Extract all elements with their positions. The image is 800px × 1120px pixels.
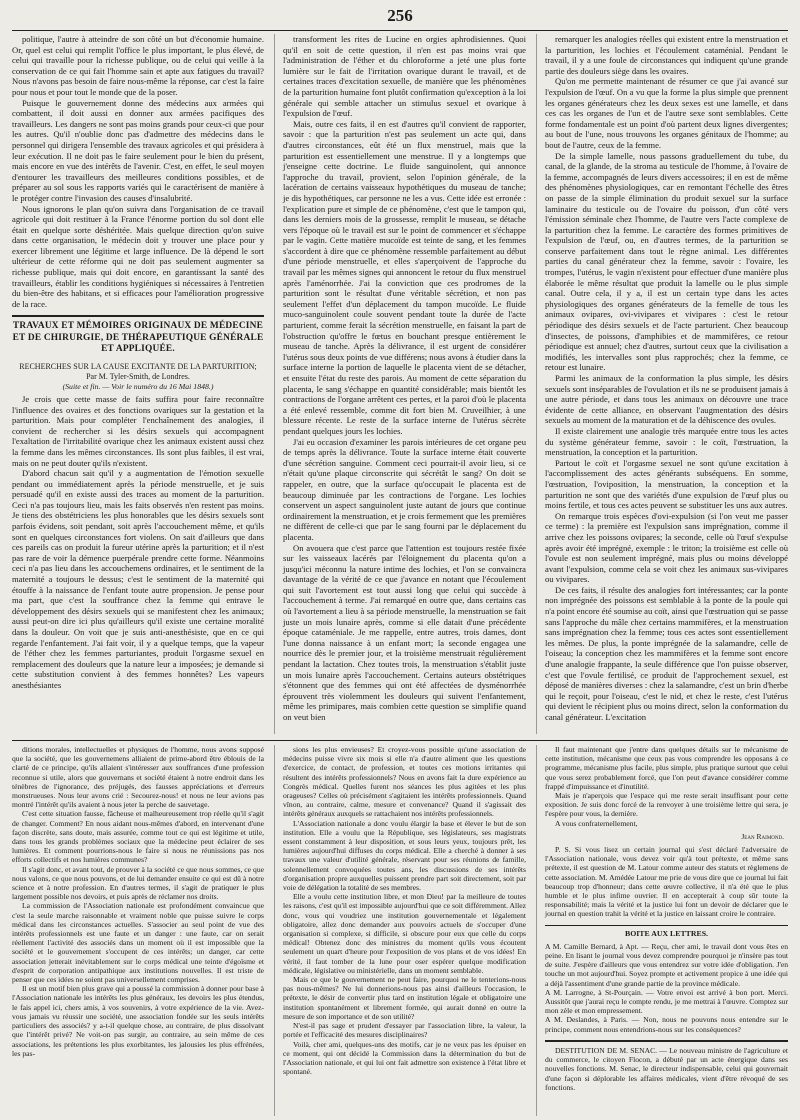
header-rule xyxy=(12,30,788,31)
paragraph: D'abord chacun sait qu'il y a augmentation de l'émotion sexuelle pendant ou immédiatement après la période menstruelle, et je suis persuadé qu'il en existe aussi des traces au moment de la parturition. Ceci n'a pas toujours lieu, mais les faits observés n'en restent pas moins. Je tiens des obstétriciens les plus honorables que les désirs sexuels sont parfois évidens, soit pendant, soit après l'accouchement même, et qu'ils sont en quelques circonstances fort violens. On sait d'ailleurs que dans ces pareils cas on produit la fureur utérine après la parturition; et il n'est pas rare de voir la démence puerpérale prendre cette forme. Néanmoins ceci n'a pas lieu dans les accouchemens ordinaires, et le sentiment de la maternité a toujours le dessus; c'est le sentiment de la maternité qui étouffe à la naissance de l'enfant toute autre propension. Je pense pour ma part, que c'est la souffrance chez la femme qui entrave le développement des désirs sexuels qui se manifestent chez les animaux; aussi peut-on dire ici plus qu'ailleurs qu'il existe une certaine moralité dans la douleur. On voit que je suis anti-anesthésiste, que en ce qui regarde l'enfantement. J'ai fait voir, il y a quelque temps, que la vapeur de l'éther chez les femmes parturiantes, produit l'orgasme sexuel en remplacement des douleurs que la nature leur a imposées; je demande si cette substitution convient à des femmes honnêtes? Les vapeurs anesthésiantes xyxy=(12,468,264,690)
paragraph: La commission de l'Association nationale est profondément convaincue que c'est la seule marche raisonnable et vraiment noble que puisse suivre le corps médical dans les circonstances actuelles. S'associer au seul point de vue des intérêts professionnels est une faute et un danger : une faute, car on serait réellement l'activité des associés dans un moment où il est impossible que la société et le gouvernement s'occupent de ces intérêts; un danger, car cette association jetterait inévitablement sur le corps médical une teinte d'égoïsme et d'esprit de corporation antipathique aux institutions nouvelles. Il est triste de penser que ces idées ne soient pas universellement comprises. xyxy=(12,901,264,985)
upper-section xyxy=(12,34,788,734)
letter-reply: A M. Deslandes, à Paris. — Non, nous ne pouvons nous entendre sur le principe, comment nous entendrions-nous sur les conséquences? xyxy=(545,1015,788,1034)
lower-column-2 xyxy=(274,745,526,1116)
article-title: RECHERCHES SUR LA CAUSE EXCITANTE DE LA PARTURITION; xyxy=(19,361,257,371)
page-number: 256 xyxy=(387,6,413,25)
paragraph: Mais ce que le gouvernement ne peut faire, pourquoi ne le tenterions-nous pas nous-mêmes? Ne lui donnerions-nous pas ainsi d'ailleurs l'occasion, le prétexte, le désir de convertir plus tard en institution légale et obligatoire une institution spontanément et librement formée, qui aurait donné en outre la mesure de son importance et de son utilité? xyxy=(283,975,526,1021)
paragraph: Il faut maintenant que j'entre dans quelques détails sur le mécanisme de cette institution, mécanisme que ceux pas vous comprendre les opposans à ce programme, mécanisme plus facile, plus simple, plus pratique surtout que celui que vous serez probablement forcé, que l'on peut d'avance considérer comme frappé d'impuissance et d'inutilité. xyxy=(545,745,788,791)
paragraph: A vous confraternellement, xyxy=(555,818,638,828)
paragraph: Mais je n'aperçois que l'espace qui me reste serait insuffisant pour cette exposition. Je suis donc forcé de la renvoyer à une troisième lettre qui sera, je l'espère pour vous, la dernière. xyxy=(545,791,788,819)
paragraph: De la simple lamelle, nous passons graduellement du tube, du canal, de la glande, de la stroma au testicule de l'homme, à l'ovaire de la femme, accompagnés de leurs divers accessoires; il en est de même des phénomènes physiologiques, car en remontant l'échelle des êtres on passe de la simple élimination du produit sexuel sur la surface laminaire du testicule ou de l'ovaire du poisson, d'un côté vers l'émission séminale chez l'homme, de l'autre vers l'acte complexe de la parturition chez la femme. Le caractère des formes primitives de l'expulsion de l'œuf, ou, en d'autres termes, de la parturition se conserve parfaitement dans tout le règne animal. Les différentes parties du canal générateur chez la femme, savoir : l'ovaire, les trompes, l'utérus, le vagin n'existent pour effectuer d'une manière plus élaborée le même résultat que produit la lamelle ou le plus simple canal. Outre cela, il y a, il est un certain type dans les actes physiologiques des organes générateurs de la femelle de tous les animaux ovipares, ovi-vivipares et vivipares : c'est le retour périodique des désirs sexuels et de l'acte parturient. Chez beaucoup d'insectes, de poissons, d'amphibies et de mammifères, ce retour périodique est annuel; chez d'autres, surtout ceux que la civilisation a modifiés, les intervalles sont plus rapprochés; chez la femme, ce retour est lunaire. xyxy=(545,150,788,373)
news-notice: DESTITUTION DE M. SENAC. — Le nouveau ministre de l'agriculture et du commerce, le citoyen Flocon, a débuté par un acte énergique dans ses nouvelles fonctions. M. Senac, le directeur indispensable, celui qui gouvernait d'une façon si déplorable les affaires médicales, vient d'être révoqué de ses fonctions. xyxy=(545,1045,788,1092)
lower-section xyxy=(12,740,788,1116)
paragraph: Elle a voulu cette institution libre, et mon Dieu! par la meilleure de toutes les raisons, c'est qu'il est impossible aujourd'hui que ce soit différemment. Allez donc, vous qui voudriez une institution gouvernementale et légalement obligatoire, allez donc demander aux pouvoirs actuels de s'occuper d'une organisation si complexe, si difficile, si obscure pour eux que celle du corps médical! Obtenez donc des ministres du moment qu'ils vous écoutent seulement un quart d'heure pour l'exposition de vos plans et de vos idées! En vérité, il faut tomber de la lune pour oser espérer quelque modification médicale, législative ou ministérielle, dans un moment semblable. xyxy=(283,892,526,975)
lower-column-1 xyxy=(12,745,264,1116)
paragraph: Il est un motif bien plus grave qui a poussé la commission à donner pour base à l'Association nationale les intérêts les plus généraux, les devoirs les plus étendus, le fais appel ici, chers amis, à vos souvenirs, à votre expérience de la vie. Avez-vous jamais vu réussir une société, une association fondée sur les seuls intérêts particuliers des associés? y a-t-il quelque chose, au contraire, de plus dissolvant que l'intérêt privé? Ne voit-on pas surgir, au contraire, au sein même de ces associations, les prétentions les plus exorbitantes, les jalousies les plus effrénées, les pas- xyxy=(12,984,264,1058)
continuation-note: (Suite et fin. — Voir le numéro du 16 Mai 1848.) xyxy=(62,381,214,391)
paragraph: De ces faits, il résulte des analogies fort intéressantes; car la ponte non imprégnée des poissons est semblable à la ponte de la poule qui n'a point encore été soumise au coït, ainsi que l'œstruation qui se passe sans l'approche du mâle chez certains mammifères, et la menstruation sans imprégnation chez la femme; tous ces actes sont essentiellement les mêmes. De plus, la ponte imprégnée de la salamandre, celle de l'oiseau; la conception chez les mammifères et la femme sont encore d'une analogie frappante, la seule différence que l'on puisse observer, c'est que l'ovule fertilisé, ce produit de l'approchement sexuel, est déposé de manières diverses : chez la salamandre, c'est un brin d'herbe qui le reçoit, pour l'oiseau, c'est le nid, et chez le reste, c'est l'utérus qui devient le récipient plus ou moins direct, selon la conformation du canal générateur. L'excitation xyxy=(545,584,788,722)
section-divider xyxy=(12,315,264,317)
paragraph: C'est cette situation fausse, fâcheuse et malheureusement trop réelle qu'il s'agit de changer. Comment? En nous aidant nous-mêmes d'abord, en intervenant d'une façon discrète, sans doute, mais assurée, comme tout ce qui est légitime et utile, dans tous les grands problèmes sociaux que la médecine peut éclairer de ses lumières. Et comment pourrions-nous le faire si nous ne réunissions pas nos efforts collectifs et nos lumières communes? xyxy=(12,809,264,865)
upper-column-2 xyxy=(274,34,526,734)
section-heading: TRAVAUX ET MÉMOIRES ORIGINAUX DE MÉDECINE ET DE CHIRURGIE, DE THÉRAPEUTIQUE GÉNÉRALE ET APPLIQUÉE. xyxy=(12,321,264,355)
paragraph: politique, l'autre à atteindre de son côté un but d'économie humaine. Or, quel est celui qui remplit l'office le plus important, le plus élevé, de celui qui travaille pour la richesse publique, ou de celui qui veille à la conservation de ce qui fait l'homme sain et apte aux fatigues du travail? Nous n'avons pas besoin de faire nous-même la réponse, car c'est la faire pour nous et pour tout le monde que de la poser. xyxy=(12,34,264,97)
paragraph: On remarque trois espèces d'ovi-expulsion (si l'on veut me passer ce terme) : la première est l'expulsion sans imprégnation, comme il arrive chez les poissons ovipares; la seconde, celle où l'œuf s'expulse après avoir été imprégné, exemple : le triton; la troisième est celle où l'ovule est non seulement imprégné, mais plus ou moins développé avant l'expulsion, comme cela se voit chez les animaux sus-vivipares ou vivipares. xyxy=(545,510,788,585)
paragraph: Parmi les animaux de la conformation la plus simple, les désirs sexuels sont inséparables de l'ovulation et ils ne se produisent jamais à une autre période, et dans tous les animaux on découvre une trace évidente de cette alliance, en observant l'augmentation des désirs sexuels au moment de la maturation et de la déhiscence des ovules. xyxy=(545,373,788,426)
paragraph: Il s'agit donc, et avant tout, de prouver à la société ce que nous sommes, ce que nous valons, ce que nous pouvons, et de lui demander ensuite ce qui est dû à notre science et à notre profession. En d'autres termes, il s'agit de pratiquer le plus largement possible nos devoirs, et puis après de réclamer nos droits. xyxy=(12,864,264,902)
paragraph: L'Association nationale a donc voulu élargir la base et élever le but de son institution. Elle a voulu que la République, ses législateurs, ses magistrats essent constamment à leur disposition, et sous leurs yeux, toujours prêt, les lumières aujourd'hui diffuses du corps médical. Elle a cherché à donner à ses travaux une valeur d'utilité générale, réservant pour ses réunions de famille, solennellement convoquées toutes ans, les discussions de ses intérêts d'organisation propre auxquelles puissent prendre part soit directement, soit par voie de délégation la totalité de ses membres. xyxy=(283,818,526,893)
postscript: P. S. Si vous lisez un certain journal qui s'est déclaré l'adversaire de l'Association nationale, vous devez voir qu'à tout prétexte, et même sans prétexte, il est question de M. Latour comme auteur des statuts et règlemens de cette association. M. Amédée Latour me prie de vous dire que ce journal lui fait beaucoup trop d'honneur; dans cette œuvre collective, il n'a été que le plus humble et le plus infime ouvrier. Il en accepterait à coup sûr toute la responsabilité; mais la vérité et la justice lui font un devoir de déclarer que le journal en question trahit la vérité et la justice en laissant croire le contraire. xyxy=(545,845,788,919)
article-byline: Par M. Tyler-Smith, de Londres. xyxy=(86,371,190,381)
paragraph: Partout le coït et l'orgasme sexuel ne sont qu'une excitation à l'accomplissement des actes générants subséquens. En somme, l'œstruation, l'oviposition, la menstruation, la conception et la parturition ne sont que des variétés d'une expulsion de l'œuf plus ou moins fertile, et tous ces actes peuvent se substituer les uns aux autres. xyxy=(545,457,788,511)
paragraph: Je crois que cette masse de faits suffira pour faire reconnaître l'influence des ovaires et des fonctions ovariques sur la gestation et la parturition. Mais pour compléter l'enchaînement des analogies, il convient de rechercher si les désirs sexuels qui accompagnent l'exaltation de l'irritabilité ovarique chez les animaux existent aussi chez la femme dans les mêmes circonstances. Ils sont plus faibles, il est vrai, mais on ne peut douter qu'ils n'existent. xyxy=(12,393,264,468)
upper-column-1 xyxy=(12,34,264,734)
paragraph: remarquer les analogies réelles qui existent entre la menstruation et la parturition, les lochies et l'écoulement cataménial. Pendant le travail, il y a une foule de circonstances qui indiquent qu'une grande partie des douleurs siège dans les ovaires. xyxy=(545,34,788,76)
letter-signature: Jean Raimond. xyxy=(741,831,784,841)
paragraph: Puisque le gouvernement donne des médecins aux armées qui combattent, il doit aussi en donner aux armées pacifiques des travailleurs. Les dangers ne sont pas moins grands pour ceux-ci que pour les autres. Qu'il n'oublie donc pas d'admettre des médecins dans le personnel qui dirigera l'ensemble des travaux agricoles et qui présidera à leur exécution. Il ne doit pas le faire seulement pour le bien du présent, mais encore en vue des intérêts de l'avenir. C'est, en effet, le seul moyen d'entourer les travailleurs des meilleures conditions possibles, et de préparer au sol sous les rapports variés qui le caractérisent de manière à le protéger contre l'invasion des causes d'insalubrité. xyxy=(12,97,264,203)
letter-reply: A M. Larrogne, à St-Pourçain. — Votre envoi est arrivé à bon port. Merci. Aussitôt que j'aurai reçu le compte rendu, je me mettrai à l'œuvre. Comptez sur mon zèle et mon empressement. xyxy=(545,987,788,1016)
paragraph: Nous ignorons le plan qu'on suivra dans l'organisation de ce travail agricole qui doit restituer à la France l'énorme portion du sol dont elle était en quelque sorte déshéritée. Mais quelque direction qu'on suive dans cette organisation, le médecin doit y trouver une place pour y exercer librement une légitime et large influence. De là dépend le sort ultérieur de cette réforme qui ne doit pas seulement augmenter sa richesse publique, mais qui doit encore, en garantissant la santé des travailleurs, établir les conditions hygiéniques si nécessaires à l'entretien du bien-être des habitans, et si efficaces pour l'amélioration progressive de la race. xyxy=(12,203,264,309)
paragraph: transforment les rites de Lucine en orgies aphrodisiennes. Quoi qu'il en soit de cette question, il n'en est pas moins vrai que l'administration de l'éther et du chloroforme a jeté une plus forte lumière sur le fait de l'irritation ovarique durant le travail, et de certaines traces d'excitation sexuelle, de manière que les phénomènes de la parturition humaine font plutôt confirmation qu'exception à la loi générale qui semble attacher un stimulus sexuel et ovarique à l'expulsion de l'œuf. xyxy=(283,34,526,119)
paragraph: On avouera que c'est parce que l'attention est toujours restée fixée sur les vaisseaux lacérés par l'éloignement du placenta qu'on a jusqu'ici méconnu la nature intime des lochies, et l'on se convaincra davantage de la vérité de ce que j'avance en notant que l'écoulement qui suit l'avortement est tout aussi long que celui qui succède à l'accouchement à terme. J'ai remarqué en outre que, dans certains cas où l'avortement a lieu à sa période menstruelle, la menstruation se fait juste un mois lunaire après, comme si elle datait d'une précédente époque cataméniale. Je me rappelle, entre autres, trois dames, dont l'une donna naissance à un enfant mort; la seconde engagea une nourrice dès le premier jour, et la troisième menstruait régulièrement pendant la lactation. Chez toutes trois, la menstruation s'établit juste un mois lunaire après l'accouchement. Certains auteurs obstétriques s'étonnent que des femmes qui ont été affectées de dysménorrhée éprouvent très violemment les douleurs qui suivent l'enfantement, même les primipares, mais combien cette question se simplifie quand on veut bien xyxy=(283,542,526,722)
paragraph: N'est-il pas sage et prudent d'essayer par l'association libre, la valeur, la portée et l'efficacité des mesures disciplinaires? xyxy=(283,1021,526,1040)
upper-column-3 xyxy=(536,34,788,734)
paragraph: J'ai eu occasion d'examiner les parois intérieures de cet organe peu de temps après la délivrance. Toute la surface interne était couverte d'une sécrétion sanguine. Comment ceci pourrait-il avoir lieu, si ce n'était qu'une plaque circonscrite qui sécrétât le sang? On doit se rappeler, en outre, que la surface qu'occupait le placenta est de beaucoup diminuée par les contractions de l'organe. Les lochies conservent un aspect sanguinolent juste autant de jours que continue ordinairement la menstruation, et je crois fermement que les premières ne diffèrent de celle-ci que par le sang fourni par le déplacement du placenta. xyxy=(283,436,526,542)
letter-reply: A M. Camille Bernard, à Apt. — Reçu, cher ami, le travail dont vous êtes en peine. En lisant le journal vous devez comprendre pourquoi je n'insère pas tout de suite. J'espère d'ailleurs que vous entendrez sur votre idée d'obligation. J'en touche un mot aujourd'hui. Soyez prompte et activement propice à une idée qui a déjà l'assentiment d'une grande partie de la province médicale. xyxy=(545,941,788,988)
lower-column-3 xyxy=(536,745,788,1116)
paragraph: sions les plus envieuses? Et croyez-vous possible qu'une association de médecins puisse vivre six mois si elle n'a d'autre aliment que les questions d'exercice, de contact, de profession, et toutes ces motions irritantes qui résultent des intérêts professionnels? Nous en avons fait la dure expérience au Congrès médical. Quelles furent nos séances les plus agitées et les plus orageuses? Celles où précisément s'agitaient les intérêts professionnels. Quand vînon, au contraire, calme, mesure et convenance? Quand il s'agissait des intérêts généraux auxquels se rattachaient nos intérêts professionnels. xyxy=(283,745,526,819)
paragraph: Qu'on me permette maintenant de résumer ce que j'ai avancé sur l'expulsion de l'œuf. On a vu que la forme la plus simple que prennent les organes générateurs chez les deux sexes est une lamelle, et dans ces cas les organes de l'un et de l'autre sexe sont semblables. Cette forme fondamentale est un point d'où partent deux lignes divergentes; au bout de l'une, nous trouvons les organes génitaux de l'homme; au bout de l'autre, ceux de la femme. xyxy=(545,76,788,150)
paragraph: Mais, outre ces faits, il en est d'autres qu'il convient de rapporter, savoir : que la parturition n'est pas seulement un acte qui, dans d'autres circonstances, eût été un flux menstruel, mais que la parturition est essentiellement une menstrue. Il y a longtemps que j'enseigne cette doctrine. Le fluide sanguinolent, qui annonce l'approche du travail, provient, selon l'opinion générale, de la lacération de certains vaisseaux hypothétiques du museau de tanche; je dis hypothétiques, car personne ne les a vus. Cette idée est erronée : l'explication pure et simple de ce phénomène, c'est que le tampon qui, dans les derniers mois de la grossesse, remplit le museau, se détache vers l'époque où le travail est sur le point de commencer et s'échappe par le vagin. Cette matière mucoïde est teinte de sang, et les femmes s'accordent à dire que ce phénomène ressemble parfaitement au début d'une période menstruelle, et elles s'aperçoivent de l'approche du travail par les mêmes signes qui annoncent le retour du flux menstruel après l'aménorrhée. J'ai la conviction que ces prodromes de la parturition sont le résultat d'une véritable sécrétion, et non pas seulement l'effet d'un déplacement du tampon mucoïde. Le fluide muco-sanguinolent coule souvent pendant toute la durée de l'acte parturient, comme ferait la sécrétion menstruelle, en faisant la part de l'obstruction qu'offre le fœtus en bouchant presque entièrement le museau de tanche. Après la délivrance, il est urgent de considérer l'utérus sous deux points de vue différens; nous avons à étudier dans la surface interne la portion de laquelle le placenta vient de se détacher, et ensuite l'état du reste des parois. Au moment de cette séparation du placenta, le sang s'échappe en quantité considérable; mais bientôt les contractions de l'organe arrêtent ces pertes, et la paroi d'où le placenta a été enlevé ressemble, comme dit fort bien M. Cruveilhier, à une blessure récente. Le reste de la surface interne de l'utérus sécrète pendant quelques jours les lochies. xyxy=(283,118,526,436)
paragraph: Voilà, cher ami, quelques-uns des motifs, car je ne veux pas les épuiser en ce moment, qui ont décidé la Commission dans la détermination du but de l'Association nationale, et qui lui ont fait admettre son existence à l'état libre et spontané. xyxy=(283,1039,526,1077)
mailbox-heading: BOITE AUX LETTRES. xyxy=(545,925,788,938)
paragraph: ditions morales, intellectuelles et physiques de l'homme, nous avons supposé que la société, que les gouvernemens alliaient de prime-abord être éblouis de la clarté de ce principe, qu'ils allaient s'intéresser aux souffrances d'une profession reconnue si utile, alors que gouvernans et société étaient à notre endroit dans les ténèbres de l'ignorance, des préjugés, des fausses appréciations et d'erreurs monstrueuses. Nous leur avons crié : Secourez-nous! et nous ne leur avions pas montré l'intérêt qu'ils avaient à nous jeter la perche de sauvetage. xyxy=(12,745,264,810)
section-divider xyxy=(545,1040,788,1042)
paragraph: Il existe clairement une analogie très marquée entre tous les actes du système générateur femme, savoir : le coït, l'œstruation, la menstruation, la conception et la parturition. xyxy=(545,425,788,458)
